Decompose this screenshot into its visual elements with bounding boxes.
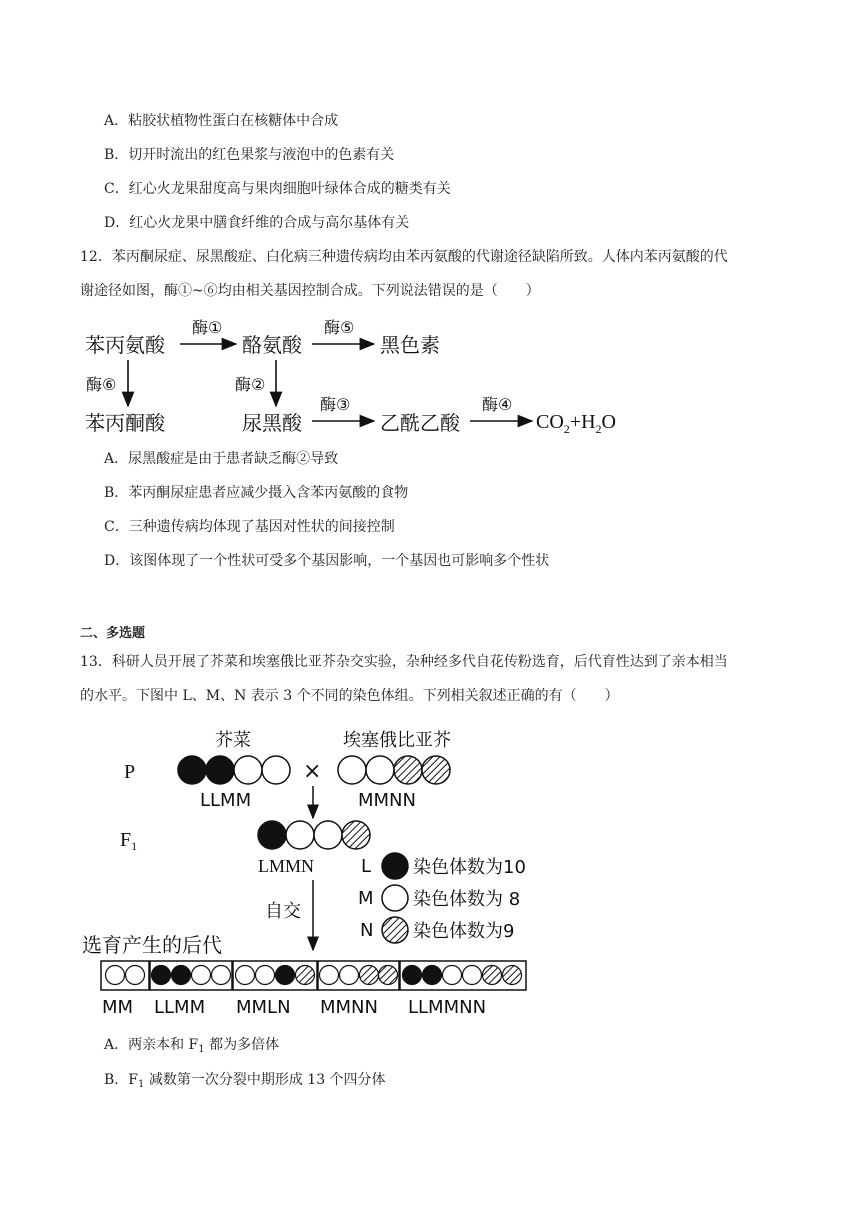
legend-l-swatch <box>382 853 408 879</box>
legend-l-letter: L <box>361 856 372 877</box>
enzyme6-label: 酶⑥ <box>86 375 117 394</box>
q11-option-b: B．切开时流出的红色果浆与液泡中的色素有关 <box>104 147 395 163</box>
q11-option-a: A．粘胶状植物性蛋白在核糖体中合成 <box>104 113 339 129</box>
products-label: $CO_2+H_2O$ <box>536 411 616 436</box>
legend-n-letter: N <box>360 920 374 941</box>
enzyme3-label: 酶③ <box>320 395 351 414</box>
phenylpyruvate-label: 苯丙酮酸 <box>85 411 165 435</box>
offspring-label: MMLN <box>236 997 291 1018</box>
parent2-genome: MMNN <box>358 790 416 811</box>
legend-m-text: 染色体数为 8 <box>413 889 521 910</box>
q13-stem-line1: 13．科研人员开展了芥菜和埃塞俄比亚芥杂交实验，杂种经多代自花传粉选育，后代育性达到了亲本相当 <box>80 654 728 670</box>
q13-stem-line2: 的水平。下图中 L、M、N 表示 3 个不同的染色体组。下列相关叙述正确的有（ ） <box>80 688 619 704</box>
q13-option-b: B．$F_1$ 减数第一次分裂中期形成 13 个四分体 <box>104 1072 386 1090</box>
q11-option-c: C．红心火龙果甜度高与果肉细胞叶绿体合成的糖类有关 <box>104 181 451 197</box>
legend-l-text: 染色体数为10 <box>413 857 526 878</box>
enzyme2-label: 酶② <box>235 375 266 394</box>
offspring-label: LLMMNN <box>408 997 487 1018</box>
p-generation-label: P <box>124 761 136 783</box>
enzyme5-label: 酶⑤ <box>324 318 355 337</box>
metabolic-pathway-diagram <box>80 310 640 440</box>
legend-n-text: 染色体数为9 <box>413 921 515 942</box>
q12-option-c: C．三种遗传病均体现了基因对性状的间接控制 <box>104 519 395 535</box>
phenylalanine-label: 苯丙氨酸 <box>85 333 165 357</box>
q12-stem-line1: 12．苯丙酮尿症、尿黑酸症、白化病三种遗传病均由苯丙氨酸的代谢途径缺陷所致。人体内苯丙氨酸的代 <box>80 249 728 265</box>
melanin-label: 黑色素 <box>380 333 440 357</box>
enzyme1-label: 酶① <box>192 318 223 337</box>
homogentisate-label: 尿黑酸 <box>242 411 302 435</box>
q12-option-d: D．该图体现了一个性状可受多个基因影响，一个基因也可影响多个性状 <box>104 553 550 569</box>
acetoacetate-label: 乙酰乙酸 <box>380 411 460 435</box>
offspring-title: 选育产生的后代 <box>82 933 222 957</box>
q13-option-a: A．两亲本和 $F_1$ 都为多倍体 <box>104 1037 280 1055</box>
f1-label: $F_1$ <box>120 829 138 853</box>
cross-symbol: × <box>303 759 322 784</box>
hybridization-diagram <box>80 720 560 1020</box>
enzyme4-label: 酶④ <box>482 395 513 414</box>
parent1-chromosomes <box>178 756 290 784</box>
offspring-label: MM <box>102 997 134 1018</box>
tyrosine-label: 酪氨酸 <box>242 333 302 357</box>
parent1-name: 芥菜 <box>215 730 251 751</box>
legend-m-swatch <box>382 885 408 911</box>
legend-m-letter: M <box>358 888 374 909</box>
f1-chromosomes <box>258 821 370 849</box>
q12-option-b: B．苯丙酮尿症患者应减少摄入含苯丙氨酸的食物 <box>104 485 409 501</box>
legend-n-swatch <box>382 917 408 943</box>
f1-genome: LMMN <box>258 856 315 876</box>
offspring-label: MMNN <box>320 997 378 1018</box>
q11-option-d: D．红心火龙果中膳食纤维的合成与高尔基体有关 <box>104 215 410 231</box>
offspring-label: LLMM <box>154 997 206 1018</box>
parent2-chromosomes <box>338 756 450 784</box>
q12-stem-line2: 谢途径如图，酶①~⑥均由相关基因控制合成。下列说法错误的是（ ） <box>80 283 540 299</box>
parent2-name: 埃塞俄比亚芥 <box>343 730 451 751</box>
q12-option-a: A．尿黑酸症是由于患者缺乏酶②导致 <box>104 451 339 467</box>
parent1-genome: LLMM <box>200 790 252 811</box>
section-title: 二、多选题 <box>80 626 146 641</box>
self-cross-label: 自交 <box>265 901 301 922</box>
